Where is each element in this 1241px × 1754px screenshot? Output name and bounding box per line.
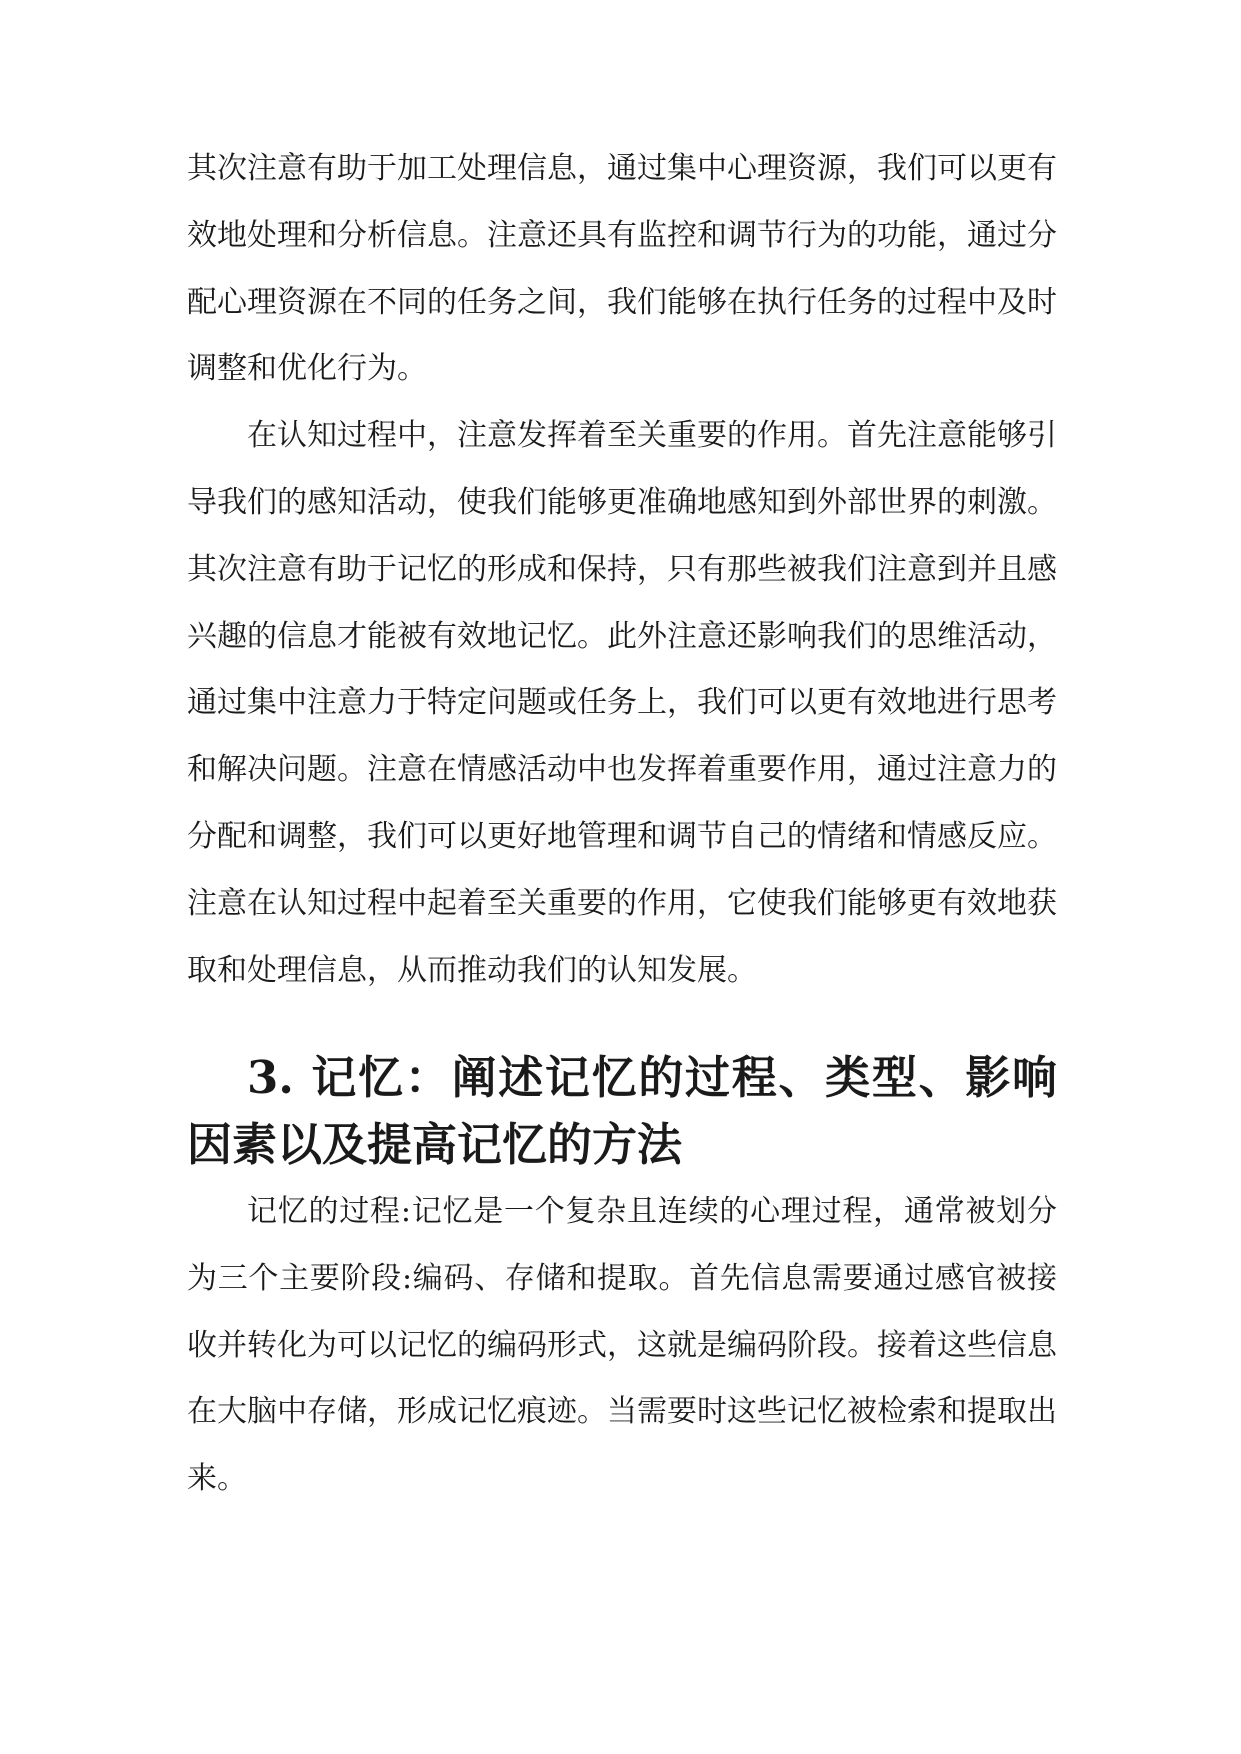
document-body — [187, 136, 1057, 1513]
paragraph-attention-function: 其次注意有助于加工处理信息，通过集中心理资源，我们可以更有效地处理和分析信息。注意还具有监控和调节行为的功能，通过分配心理资源在不同的任务之间，我们能够在执行任务的过程中及时调整和优化行为。 — [187, 151, 1057, 387]
paragraph-memory-process: 记忆的过程:记忆是一个复杂且连续的心理过程，通常被划分为三个主要阶段:编码、存储和提取。首先信息需要通过感官被接收并转化为可以记忆的编码形式，这就是编码阶段。接着这些信息在大脑中存储，形成记忆痕迹。当需要时这些记忆被检索和提取出来。 — [187, 1193, 1057, 1497]
paragraph-attention-cognition: 在认知过程中，注意发挥着至关重要的作用。首先注意能够引导我们的感知活动，使我们能够更准确地感知到外部世界的刺激。其次注意有助于记忆的形成和保持，只有那些被我们注意到并且感兴趣的信息才能被有效地记忆。此外注意还影响我们的思维活动，通过集中注意力于特定问题或任务上，我们可以更有效地进行思考和解决问题。注意在情感活动中也发挥着重要作用，通过注意力的分配和调整，我们可以更好地管理和调节自己的情绪和情感反应。注意在认知过程中起着至关重要的作用，它使我们能够更有效地获取和处理信息，从而推动我们的认知发展。 — [187, 418, 1057, 988]
section-heading-memory: 3. 记忆：阐述记忆的过程、类型、影响因素以及提高记忆的方法 — [187, 1051, 1057, 1172]
